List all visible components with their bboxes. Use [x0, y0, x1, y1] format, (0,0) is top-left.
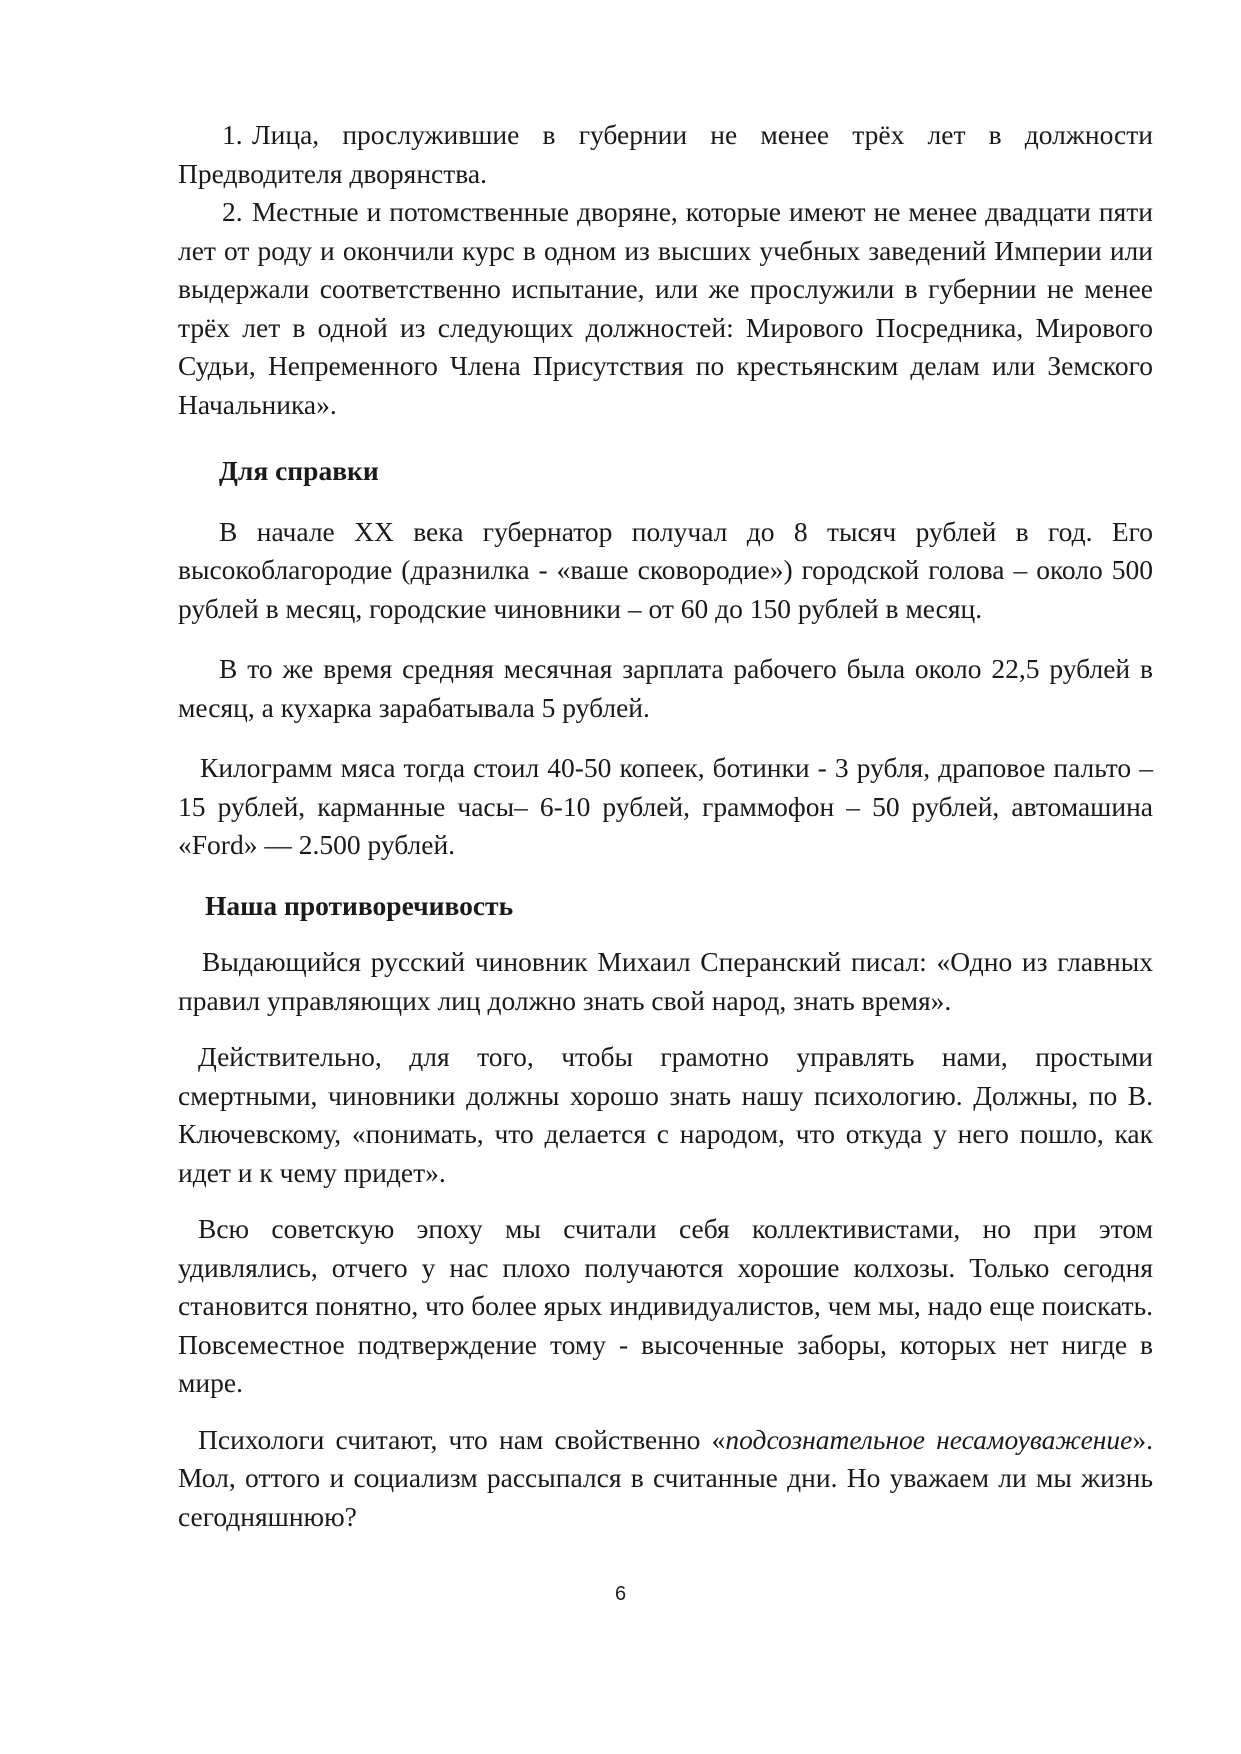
- list-item-text: Лица, прослужившие в губернии не менее трёх лет в должности Предводителя дворянства.: [178, 119, 1153, 189]
- paragraph-prices: Килограмм мяса тогда стоил 40-50 копеек, ботинки - 3 рубля, драповое пальто – 15 рублей, карманные часы– 6-10 рублей, граммофон – 50 рублей, автомашина «Ford» — 2.500 рублей.: [178, 752, 1153, 860]
- paragraph-psychologists: [178, 1421, 1153, 1537]
- paragraph-collectivism: Всю советскую эпоху мы считали себя коллективистами, но при этом удивлялись, отчего у нас плохо получаются хорошие колхозы. Только сегодня становится понятно, что более ярых индивидуалистов, чем мы, надо еще поискать. Повсеместное подтверждение тому - высоченные заборы, которых нет нигде в мире.: [178, 1213, 1153, 1398]
- page-number: 6: [614, 1583, 627, 1605]
- paragraph-governor-salary: В начале XX века губернатор получал до 8 тысяч рублей в год. Его высокоблагородие (дразнилка - «ваше сковородие») городской голова – около 500 рублей в месяц, городские чиновники – от 60 до 150 рублей в месяц.: [178, 515, 1153, 624]
- text-column: [178, 116, 1153, 1536]
- list-item-1: [178, 116, 1153, 193]
- paragraph-psychologists-end: ». Мол, оттого и социализм рассыпался в считанные дни. Но уважаем ли мы жизнь сегодняшнюю?: [178, 1423, 1153, 1532]
- section-heading-contradiction: Наша противоречивость: [205, 889, 514, 921]
- italic-phrase: подсознательное несамоуважение: [725, 1423, 1133, 1455]
- paragraph-klyuchevsky: Действительно, для того, чтобы грамотно управлять нами, простыми смертными, чиновники должны хорошо знать нашу психологию. Должны, по В. Ключевскому, «понимать, что делается с народом, что откуда у него пошло, как идет и к чему придет».: [178, 1041, 1153, 1188]
- paragraph-worker-salary: В то же время средняя месячная зарплата рабочего была около 22,5 рублей в месяц, а кухарка зарабатывала 5 рублей.: [178, 653, 1153, 723]
- paragraph-speransky: Выдающийся русский чиновник Михаил Сперанский писал: «Одно из главных правил управляющих лиц должно знать свой народ, знать время».: [178, 946, 1153, 1016]
- list-number: 2.: [222, 196, 243, 227]
- paragraph-psychologists-start: Психологи считают, что нам свойственно «: [198, 1423, 726, 1455]
- list-item-2: [178, 193, 1153, 424]
- section-heading-reference: Для справки: [219, 455, 379, 486]
- list-number: 1.: [222, 119, 243, 150]
- list-item-text: Местные и потомственные дворяне, которые имеют не менее двадцати пяти лет от роду и окончили курс в одном из высших учебных заведений Империи или выдержали соответственно испытание, или же прослужили в губернии не менее трёх лет в одной из следующих должностей: Мирового Посредника, Мирового Судьи, Непременного Члена Присутствия по крестьянским делам или Земского Начальника».: [178, 196, 1153, 420]
